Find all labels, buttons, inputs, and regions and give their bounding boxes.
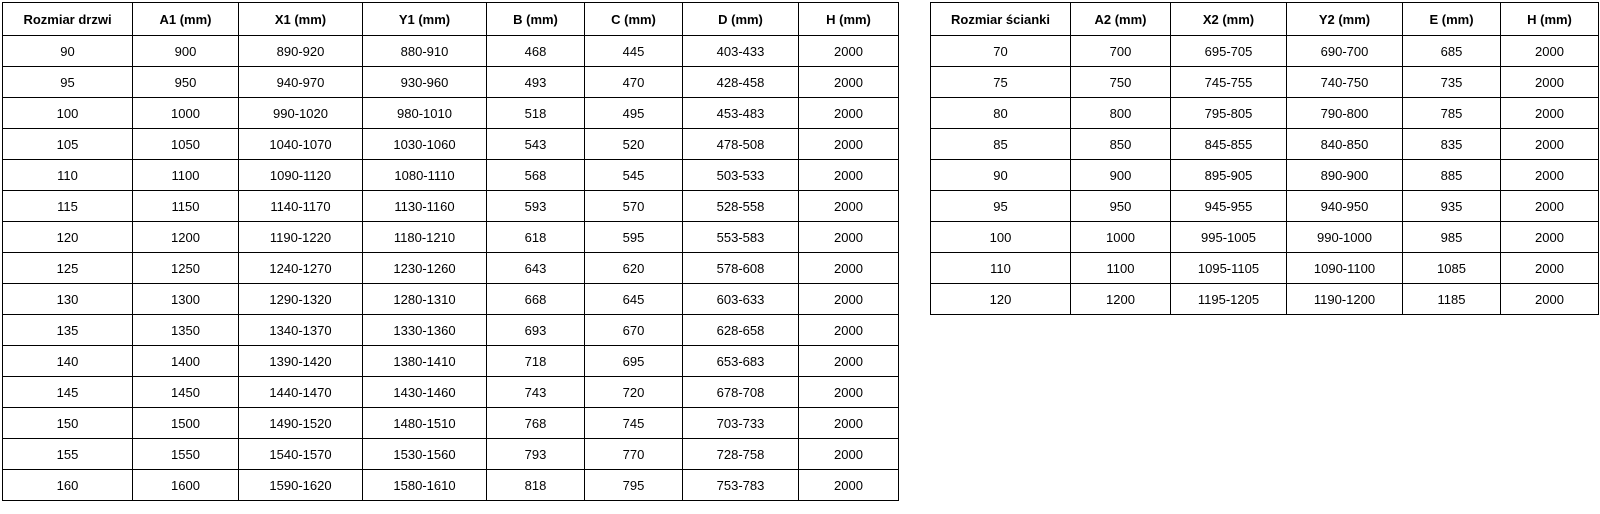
table-cell: 2000 — [1501, 222, 1599, 253]
table-cell: 935 — [1403, 191, 1501, 222]
table-cell: 125 — [3, 253, 133, 284]
doors_table-column-header: X1 (mm) — [239, 3, 363, 36]
table-cell: 990-1000 — [1287, 222, 1403, 253]
table-cell: 2000 — [799, 439, 899, 470]
wall-table-header — [931, 3, 1599, 36]
table-cell: 1200 — [133, 222, 239, 253]
table-row — [3, 470, 899, 501]
table-cell: 735 — [1403, 67, 1501, 98]
table-cell: 720 — [585, 377, 683, 408]
table-cell: 543 — [487, 129, 585, 160]
table-cell: 150 — [3, 408, 133, 439]
wall-size-table-container — [930, 2, 1599, 315]
table-cell: 503-533 — [683, 160, 799, 191]
table-cell: 1050 — [133, 129, 239, 160]
table-cell: 718 — [487, 346, 585, 377]
table-cell: 2000 — [1501, 36, 1599, 67]
doors_table-column-header: B (mm) — [487, 3, 585, 36]
table-cell: 995-1005 — [1171, 222, 1287, 253]
table-cell: 553-583 — [683, 222, 799, 253]
table-row — [3, 98, 899, 129]
table-cell: 785 — [1403, 98, 1501, 129]
table-row — [3, 160, 899, 191]
table-cell: 1195-1205 — [1171, 284, 1287, 315]
doors_table-column-header: H (mm) — [799, 3, 899, 36]
table-cell: 880-910 — [363, 36, 487, 67]
table-cell: 1250 — [133, 253, 239, 284]
table-cell: 1380-1410 — [363, 346, 487, 377]
table-cell: 750 — [1071, 67, 1171, 98]
walls_table-column-header: X2 (mm) — [1171, 3, 1287, 36]
table-row — [3, 346, 899, 377]
table-cell: 130 — [3, 284, 133, 315]
table-cell: 668 — [487, 284, 585, 315]
table-cell: 95 — [3, 67, 133, 98]
table-cell: 745-755 — [1171, 67, 1287, 98]
table-cell: 593 — [487, 191, 585, 222]
table-cell: 618 — [487, 222, 585, 253]
table-row — [3, 222, 899, 253]
table-cell: 2000 — [799, 377, 899, 408]
table-cell: 1480-1510 — [363, 408, 487, 439]
table-cell: 685 — [1403, 36, 1501, 67]
table-cell: 740-750 — [1287, 67, 1403, 98]
table-cell: 445 — [585, 36, 683, 67]
table-cell: 545 — [585, 160, 683, 191]
table-cell: 90 — [931, 160, 1071, 191]
table-cell: 528-558 — [683, 191, 799, 222]
table-cell: 1095-1105 — [1171, 253, 1287, 284]
table-cell: 2000 — [1501, 253, 1599, 284]
table-cell: 745 — [585, 408, 683, 439]
table-cell: 628-658 — [683, 315, 799, 346]
table-cell: 940-970 — [239, 67, 363, 98]
table-cell: 693 — [487, 315, 585, 346]
table-cell: 115 — [3, 191, 133, 222]
table-cell: 885 — [1403, 160, 1501, 191]
table-cell: 670 — [585, 315, 683, 346]
table-row — [931, 160, 1599, 191]
table-cell: 1090-1100 — [1287, 253, 1403, 284]
table-cell: 1200 — [1071, 284, 1171, 315]
table-row — [3, 377, 899, 408]
table-cell: 643 — [487, 253, 585, 284]
table-cell: 2000 — [799, 36, 899, 67]
table-row — [3, 439, 899, 470]
table-cell: 120 — [3, 222, 133, 253]
table-cell: 468 — [487, 36, 585, 67]
table-cell: 80 — [931, 98, 1071, 129]
table-cell: 800 — [1071, 98, 1171, 129]
table-cell: 140 — [3, 346, 133, 377]
table-cell: 1230-1260 — [363, 253, 487, 284]
table-cell: 890-920 — [239, 36, 363, 67]
doors_table-column-header: C (mm) — [585, 3, 683, 36]
table-cell: 1540-1570 — [239, 439, 363, 470]
table-row — [931, 67, 1599, 98]
table-cell: 900 — [1071, 160, 1171, 191]
table-row — [3, 315, 899, 346]
table-row — [931, 98, 1599, 129]
table-header-row — [931, 3, 1599, 36]
table-cell: 2000 — [799, 129, 899, 160]
table-cell: 1430-1460 — [363, 377, 487, 408]
table-cell: 75 — [931, 67, 1071, 98]
table-cell: 1600 — [133, 470, 239, 501]
table-cell: 493 — [487, 67, 585, 98]
table-cell: 1300 — [133, 284, 239, 315]
table-cell: 790-800 — [1287, 98, 1403, 129]
table-cell: 703-733 — [683, 408, 799, 439]
table-cell: 728-758 — [683, 439, 799, 470]
table-cell: 900 — [133, 36, 239, 67]
table-row — [3, 284, 899, 315]
table-cell: 818 — [487, 470, 585, 501]
table-cell: 850 — [1071, 129, 1171, 160]
table-cell: 95 — [931, 191, 1071, 222]
table-cell: 453-483 — [683, 98, 799, 129]
doors_table-column-header: Rozmiar drzwi — [3, 3, 133, 36]
table-cell: 2000 — [1501, 98, 1599, 129]
table-cell: 1000 — [133, 98, 239, 129]
table-cell: 690-700 — [1287, 36, 1403, 67]
table-cell: 1450 — [133, 377, 239, 408]
table-cell: 1085 — [1403, 253, 1501, 284]
table-cell: 570 — [585, 191, 683, 222]
wall-table-body — [931, 36, 1599, 315]
table-cell: 840-850 — [1287, 129, 1403, 160]
table-cell: 470 — [585, 67, 683, 98]
table-cell: 1440-1470 — [239, 377, 363, 408]
table-cell: 895-905 — [1171, 160, 1287, 191]
table-cell: 620 — [585, 253, 683, 284]
door-table-header — [3, 3, 899, 36]
door-size-table — [2, 2, 899, 501]
walls_table-column-header: E (mm) — [1403, 3, 1501, 36]
table-cell: 1330-1360 — [363, 315, 487, 346]
table-cell: 768 — [487, 408, 585, 439]
doors_table-column-header: Y1 (mm) — [363, 3, 487, 36]
table-cell: 1340-1370 — [239, 315, 363, 346]
table-cell: 120 — [931, 284, 1071, 315]
table-cell: 1280-1310 — [363, 284, 487, 315]
table-cell: 110 — [931, 253, 1071, 284]
table-cell: 695-705 — [1171, 36, 1287, 67]
table-cell: 1190-1200 — [1287, 284, 1403, 315]
table-cell: 930-960 — [363, 67, 487, 98]
table-cell: 2000 — [799, 222, 899, 253]
table-cell: 700 — [1071, 36, 1171, 67]
table-cell: 1185 — [1403, 284, 1501, 315]
table-cell: 145 — [3, 377, 133, 408]
table-cell: 980-1010 — [363, 98, 487, 129]
table-cell: 1180-1210 — [363, 222, 487, 253]
walls_table-column-header: Rozmiar ścianki — [931, 3, 1071, 36]
table-cell: 1030-1060 — [363, 129, 487, 160]
table-cell: 795-805 — [1171, 98, 1287, 129]
table-cell: 568 — [487, 160, 585, 191]
table-cell: 110 — [3, 160, 133, 191]
table-cell: 105 — [3, 129, 133, 160]
table-cell: 1400 — [133, 346, 239, 377]
table-row — [3, 253, 899, 284]
table-cell: 2000 — [799, 284, 899, 315]
table-cell: 743 — [487, 377, 585, 408]
table-cell: 160 — [3, 470, 133, 501]
table-cell: 1150 — [133, 191, 239, 222]
table-cell: 1530-1560 — [363, 439, 487, 470]
table-cell: 1490-1520 — [239, 408, 363, 439]
table-cell: 520 — [585, 129, 683, 160]
table-cell: 1350 — [133, 315, 239, 346]
table-cell: 645 — [585, 284, 683, 315]
table-cell: 845-855 — [1171, 129, 1287, 160]
table-cell: 1550 — [133, 439, 239, 470]
table-cell: 428-458 — [683, 67, 799, 98]
walls_table-column-header: H (mm) — [1501, 3, 1599, 36]
table-cell: 100 — [931, 222, 1071, 253]
table-row — [931, 36, 1599, 67]
table-row — [3, 36, 899, 67]
table-cell: 1590-1620 — [239, 470, 363, 501]
table-cell: 2000 — [799, 191, 899, 222]
table-cell: 2000 — [799, 160, 899, 191]
doors_table-column-header: A1 (mm) — [133, 3, 239, 36]
table-cell: 695 — [585, 346, 683, 377]
table-cell: 595 — [585, 222, 683, 253]
door-table-body — [3, 36, 899, 501]
table-cell: 2000 — [799, 470, 899, 501]
table-cell: 1130-1160 — [363, 191, 487, 222]
table-cell: 70 — [931, 36, 1071, 67]
table-cell: 478-508 — [683, 129, 799, 160]
table-row — [3, 408, 899, 439]
table-cell: 2000 — [799, 408, 899, 439]
table-cell: 2000 — [799, 346, 899, 377]
table-cell: 1190-1220 — [239, 222, 363, 253]
table-cell: 1240-1270 — [239, 253, 363, 284]
wall-size-table — [930, 2, 1599, 315]
table-cell: 940-950 — [1287, 191, 1403, 222]
table-cell: 950 — [133, 67, 239, 98]
table-row — [931, 191, 1599, 222]
table-cell: 2000 — [799, 315, 899, 346]
table-cell: 1100 — [133, 160, 239, 191]
table-cell: 2000 — [1501, 129, 1599, 160]
table-cell: 1040-1070 — [239, 129, 363, 160]
table-cell: 2000 — [1501, 284, 1599, 315]
table-cell: 603-633 — [683, 284, 799, 315]
table-cell: 795 — [585, 470, 683, 501]
table-cell: 2000 — [799, 67, 899, 98]
door-size-table-container — [2, 2, 899, 501]
table-row — [931, 284, 1599, 315]
table-cell: 1290-1320 — [239, 284, 363, 315]
table-cell: 2000 — [1501, 160, 1599, 191]
table-cell: 653-683 — [683, 346, 799, 377]
table-cell: 2000 — [1501, 67, 1599, 98]
table-header-row — [3, 3, 899, 36]
table-cell: 1140-1170 — [239, 191, 363, 222]
table-cell: 770 — [585, 439, 683, 470]
table-cell: 100 — [3, 98, 133, 129]
table-cell: 1000 — [1071, 222, 1171, 253]
table-cell: 2000 — [799, 253, 899, 284]
table-cell: 835 — [1403, 129, 1501, 160]
table-cell: 85 — [931, 129, 1071, 160]
table-cell: 518 — [487, 98, 585, 129]
table-cell: 155 — [3, 439, 133, 470]
walls_table-column-header: A2 (mm) — [1071, 3, 1171, 36]
table-cell: 990-1020 — [239, 98, 363, 129]
table-cell: 90 — [3, 36, 133, 67]
table-row — [3, 191, 899, 222]
table-cell: 1100 — [1071, 253, 1171, 284]
table-cell: 135 — [3, 315, 133, 346]
table-cell: 1080-1110 — [363, 160, 487, 191]
table-cell: 1580-1610 — [363, 470, 487, 501]
table-row — [931, 129, 1599, 160]
table-cell: 890-900 — [1287, 160, 1403, 191]
doors_table-column-header: D (mm) — [683, 3, 799, 36]
table-cell: 2000 — [1501, 191, 1599, 222]
table-row — [3, 67, 899, 98]
table-cell: 945-955 — [1171, 191, 1287, 222]
table-cell: 2000 — [799, 98, 899, 129]
table-row — [3, 129, 899, 160]
table-cell: 578-608 — [683, 253, 799, 284]
table-cell: 753-783 — [683, 470, 799, 501]
table-cell: 1390-1420 — [239, 346, 363, 377]
table-cell: 1500 — [133, 408, 239, 439]
table-cell: 678-708 — [683, 377, 799, 408]
table-cell: 495 — [585, 98, 683, 129]
table-cell: 1090-1120 — [239, 160, 363, 191]
table-row — [931, 222, 1599, 253]
table-cell: 950 — [1071, 191, 1171, 222]
table-row — [931, 253, 1599, 284]
table-cell: 403-433 — [683, 36, 799, 67]
table-cell: 985 — [1403, 222, 1501, 253]
table-cell: 793 — [487, 439, 585, 470]
walls_table-column-header: Y2 (mm) — [1287, 3, 1403, 36]
